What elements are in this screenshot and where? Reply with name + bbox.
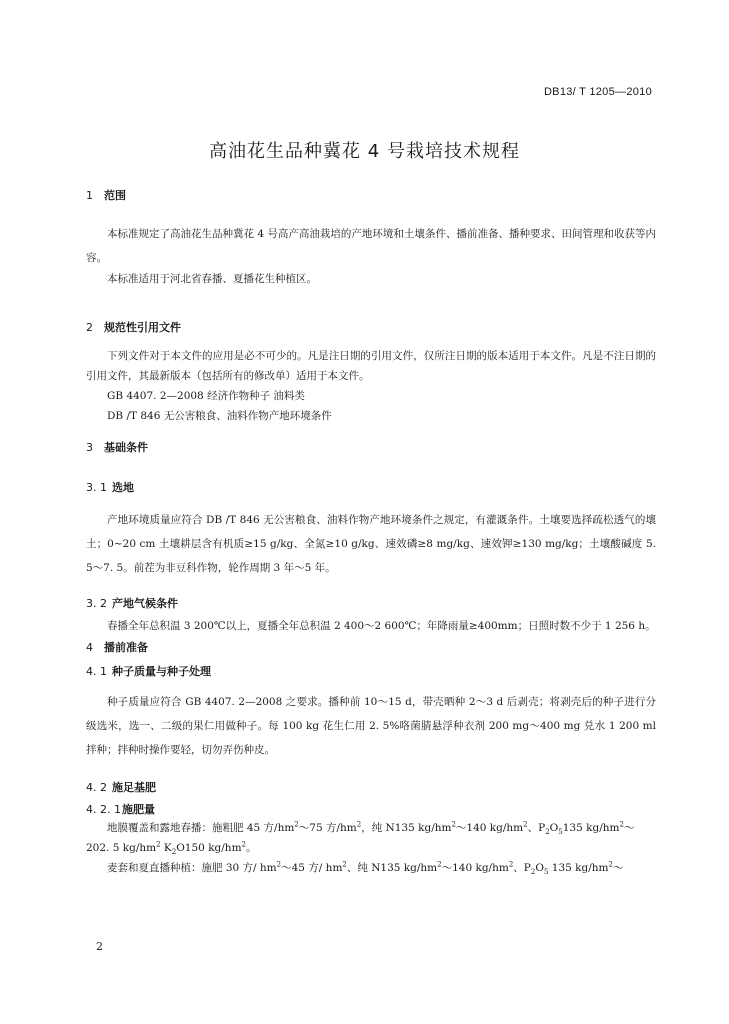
section-3-1-heading: 3. 1 选地 bbox=[86, 481, 134, 494]
section-1-paragraph-1: 本标准规定了高油花生品种冀花 4 号高产高油栽培的产地环境和土壤条件、播前准备、播种要求、田间管理和收获等内容。 bbox=[86, 228, 656, 264]
section-1-heading: 1 范围 bbox=[86, 189, 126, 202]
document-title: 高油花生品种冀花 4 号栽培技术规程 bbox=[209, 141, 520, 162]
page-number: 2 bbox=[96, 940, 103, 953]
section-1-paragraph-2: 本标准适用于河北省春播、夏播花生种植区。 bbox=[107, 273, 317, 285]
section-4-1-heading: 4. 1 种子质量与种子处理 bbox=[86, 665, 211, 678]
section-3-2-heading: 3. 2 产地气候条件 bbox=[86, 597, 178, 610]
section-3-heading: 3 基础条件 bbox=[86, 441, 148, 454]
section-2-paragraph-1: 下列文件对于本文件的应用是必不可少的。凡是注日期的引用文件，仅所注日期的版本适用于本文件。凡是不注日期的引用文件，其最新版本（包括所有的修改单）适用于本文件。 bbox=[86, 350, 656, 382]
section-3-2-paragraph: 春播全年总积温 3 200℃以上，夏播全年总积温 2 400～2 600℃；年降雨量≥400mm；日照时数不少于 1 256 h。 bbox=[107, 620, 656, 632]
section-3-1-paragraph: 产地环境质量应符合 DB /T 846 无公害粮食、油料作物产地环境条件之规定，有灌溉条件。土壤要选择疏松透气的壤土；0~20 cm 土壤耕层含有机质≥15 g/kg、全氮≥10 g/kg、速效磷≥8 mg/kg、速效钾≥130 mg/kg；土壤酸碱度 5. 5～7. 5。前茬为非豆科作物，轮作周期 3 年～5 年。 bbox=[86, 514, 656, 574]
fertilizer-spring-line-2: 202. 5 $kg/hm^2$ $K_2O150$ $kg/hm^2$。 bbox=[86, 840, 257, 857]
normative-reference-1: GB 4407. 2—2008 经济作物种子 油料类 bbox=[107, 390, 305, 402]
section-4-heading: 4 播前准备 bbox=[86, 641, 148, 654]
normative-reference-2: DB /T 846 无公害粮食、油料作物产地环境条件 bbox=[107, 410, 332, 422]
section-2-heading: 2 规范性引用文件 bbox=[86, 321, 181, 334]
document-code: DB13/ T 1205—2010 bbox=[543, 86, 652, 98]
section-4-2-heading: 4. 2 施足基肥 bbox=[86, 781, 156, 794]
fertilizer-spring-line-1: 地膜覆盖和露地春播：施粗肥 45 方$/hm^2\sim 75$ 方$/hm^2$，纯 N135 $kg/hm^2\sim 140$ $kg/hm^2$、$P_2O_5135$ $kg/hm^2\sim$ bbox=[107, 820, 635, 837]
fertilizer-summer-line-1: 麦套和夏直播种植：施肥 30 方/ $hm^2\sim 45$ 方/ $hm^2$、纯 N135 $kg/hm^2\sim 140$ $kg/hm^2$、$P_2O_5$ 135 $kg/hm^2\sim$ bbox=[107, 860, 624, 877]
document-body bbox=[86, 180, 656, 878]
section-4-2-1-heading: 4. 2. 1施肥量 bbox=[86, 803, 155, 816]
section-4-1-paragraph: 种子质量应符合 GB 4407. 2—2008 之要求。播种前 10～15 d，带壳晒种 2～3 d 后剥壳；将剥壳后的种子进行分级选米，选一、二级的果仁用做种子。每 100 kg 花生仁用 2. 5%咯菌腈悬浮种衣剂 200 mg～400 mg 兑水 1 200 ml 拌种；拌种时操作要轻，切勿弄伤种皮。 bbox=[86, 696, 656, 756]
